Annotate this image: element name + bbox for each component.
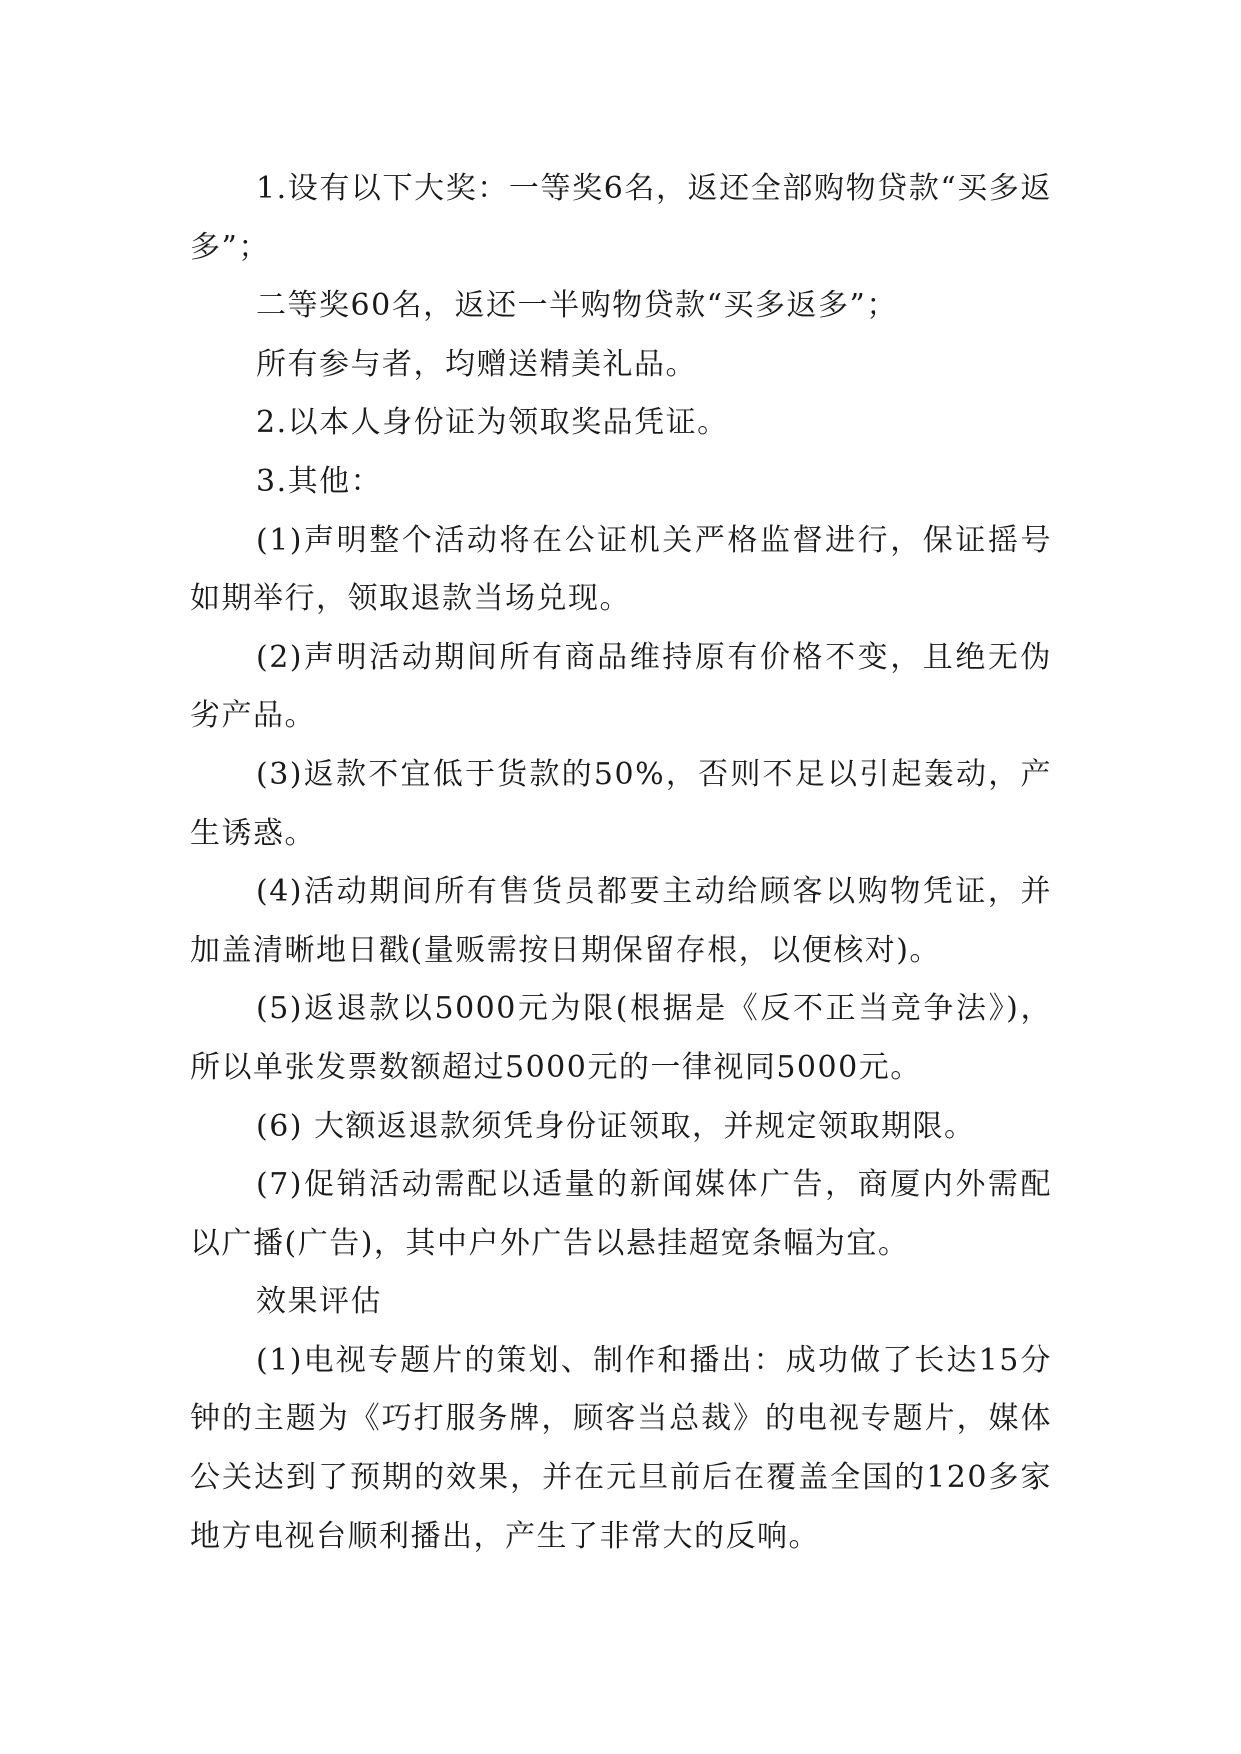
paragraph-item-5: (5)返退款以5000元为限(根据是《反不正当竞争法》)，所以单张发票数额超过5000元的一律视同5000元。 <box>190 991 1052 1085</box>
section-heading-evaluation: 效果评估 <box>256 1284 382 1320</box>
paragraph-prize-second: 二等奖60名，返还一半购物贷款“买多返多”； <box>256 288 898 324</box>
paragraph-item-6: (6) 大额返退款须凭身份证领取，并规定领取期限。 <box>256 1108 976 1144</box>
paragraph-other-heading: 3.其他： <box>256 463 383 499</box>
paragraph-item-7: (7)促销活动需配以适量的新闻媒体广告，商厦内外需配以广播(广告)，其中户外广告以悬挂超宽条幅为宜。 <box>190 1167 1052 1261</box>
paragraph-prize-first: 1.设有以下大奖：一等奖6名，返还全部购物贷款“买多返多”； <box>190 171 1052 265</box>
paragraph-id-voucher: 2.以本人身份证为领取奖品凭证。 <box>256 405 729 441</box>
paragraph-item-1: (1)声明整个活动将在公证机关严格监督进行，保证摇号如期举行，领取退款当场兑现。 <box>190 522 1052 617</box>
paragraph-evaluation-1: (1)电视专题片的策划、制作和播出：成功做了长达15分钟的主题为《巧打服务牌，顾客当总裁》的电视专题片，媒体公关达到了预期的效果，并在元旦前后在覆盖全国的120多家地方电视台顺利播出，产生了非常大的反响。 <box>190 1342 1052 1554</box>
paragraph-item-4: (4)活动期间所有售货员都要主动给顾客以购物凭证，并加盖清晰地日戳(量贩需按日期保留存根，以便核对)。 <box>190 874 1052 968</box>
paragraph-item-3: (3)返款不宜低于货款的50%，否则不足以引起轰动，产生诱惑。 <box>190 756 1052 851</box>
document-body <box>190 160 1052 1566</box>
paragraph-prize-gift: 所有参与者，均赠送精美礼品。 <box>256 346 697 382</box>
paragraph-item-2: (2)声明活动期间所有商品维持原有价格不变，且绝无伪劣产品。 <box>190 639 1052 734</box>
